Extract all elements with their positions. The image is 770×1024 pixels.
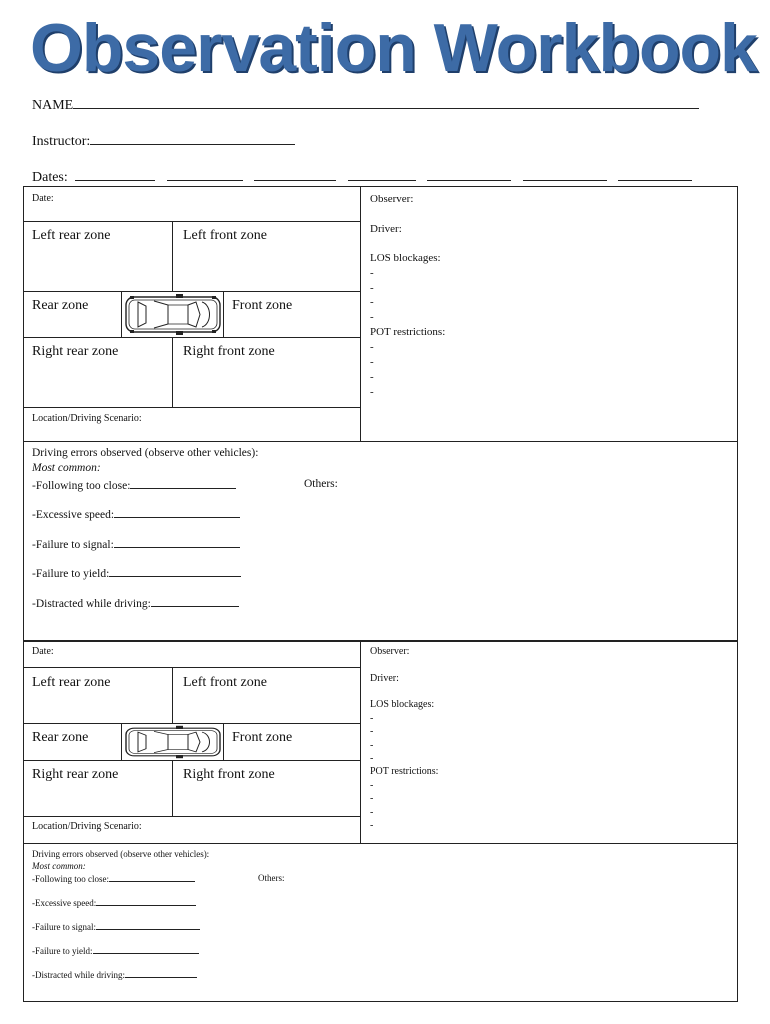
- los-item: -: [370, 311, 374, 323]
- dates-label: Dates:: [32, 170, 68, 185]
- los-item: -: [370, 296, 374, 308]
- location-label: Location/Driving Scenario:: [32, 413, 142, 424]
- date-field-4[interactable]: [348, 166, 416, 181]
- date-field-5[interactable]: [427, 166, 511, 181]
- error-failure-to-signal: -Failure to signal:: [32, 537, 240, 551]
- pot-item: -: [370, 386, 374, 398]
- instructor-field[interactable]: [90, 130, 295, 145]
- errors-title: Driving errors observed (observe other vehicles):: [32, 849, 210, 859]
- failure-to-yield-field[interactable]: [93, 945, 199, 954]
- los-item: -: [370, 726, 374, 737]
- date-field-2[interactable]: [167, 166, 243, 181]
- errors-title: Driving errors observed (observe other vehicles):: [32, 447, 259, 459]
- others-label: Others:: [304, 478, 338, 490]
- pot-item: -: [370, 793, 374, 804]
- page-title: Observation Workbook: [30, 10, 757, 86]
- pot-label: POT restrictions:: [370, 326, 446, 338]
- following-too-close-field[interactable]: [109, 873, 195, 882]
- driver-label: Driver:: [370, 673, 399, 684]
- error-failure-to-signal: -Failure to signal:: [32, 921, 200, 932]
- excessive-speed-field[interactable]: [114, 507, 240, 518]
- date-field-6[interactable]: [523, 166, 607, 181]
- los-label: LOS blockages:: [370, 699, 435, 710]
- error-excessive-speed: -Excessive speed:: [32, 897, 196, 908]
- los-item: -: [370, 753, 374, 764]
- car-top-view-icon: [124, 293, 222, 336]
- driver-label: Driver:: [370, 223, 402, 235]
- following-too-close-field[interactable]: [130, 478, 236, 489]
- most-common-label: Most common:: [32, 462, 101, 474]
- los-item: -: [370, 740, 374, 751]
- pot-item: -: [370, 780, 374, 791]
- excessive-speed-field[interactable]: [96, 897, 196, 906]
- front-zone-label: Front zone: [232, 730, 293, 745]
- error-distracted-while-driving: -Distracted while driving:: [32, 596, 239, 610]
- error-following-too-close: -Following too close:: [32, 873, 195, 884]
- rear-zone-label: Rear zone: [32, 298, 89, 313]
- error-distracted-while-driving: -Distracted while driving:: [32, 969, 197, 980]
- location-label: Location/Driving Scenario:: [32, 821, 142, 832]
- observer-label: Observer:: [370, 193, 414, 205]
- pot-label: POT restrictions:: [370, 766, 439, 777]
- date-field-3[interactable]: [254, 166, 336, 181]
- left-rear-zone-label: Left rear zone: [32, 228, 111, 243]
- date-label: Date:: [32, 193, 54, 204]
- distracted-while-driving-field[interactable]: [125, 969, 197, 978]
- error-excessive-speed: -Excessive speed:: [32, 507, 240, 521]
- pot-item: -: [370, 356, 374, 368]
- error-failure-to-yield: -Failure to yield:: [32, 566, 241, 580]
- observer-label: Observer:: [370, 646, 410, 657]
- date-field-7[interactable]: [618, 166, 692, 181]
- failure-to-signal-field[interactable]: [96, 921, 200, 930]
- right-rear-zone-label: Right rear zone: [32, 767, 119, 782]
- name-field[interactable]: [73, 94, 699, 109]
- name-label: NAME: [32, 98, 74, 113]
- right-front-zone-label: Right front zone: [183, 767, 275, 782]
- los-item: -: [370, 267, 374, 279]
- date-field-1[interactable]: [75, 166, 155, 181]
- pot-item: -: [370, 807, 374, 818]
- distracted-while-driving-field[interactable]: [151, 596, 239, 607]
- rear-zone-label: Rear zone: [32, 730, 89, 745]
- date-label: Date:: [32, 646, 54, 657]
- failure-to-yield-field[interactable]: [109, 566, 241, 577]
- los-item: -: [370, 282, 374, 294]
- left-front-zone-label: Left front zone: [183, 675, 267, 690]
- car-top-view-icon: [124, 725, 222, 759]
- instructor-row: [32, 130, 295, 150]
- los-item: -: [370, 713, 374, 724]
- pot-item: -: [370, 341, 374, 353]
- error-failure-to-yield: -Failure to yield:: [32, 945, 199, 956]
- dates-row: [32, 166, 692, 186]
- right-rear-zone-label: Right rear zone: [32, 344, 119, 359]
- left-rear-zone-label: Left rear zone: [32, 675, 111, 690]
- front-zone-label: Front zone: [232, 298, 293, 313]
- most-common-label: Most common:: [32, 861, 86, 871]
- right-front-zone-label: Right front zone: [183, 344, 275, 359]
- los-label: LOS blockages:: [370, 252, 441, 264]
- instructor-label: Instructor:: [32, 134, 91, 149]
- others-label: Others:: [258, 873, 285, 883]
- name-row: [32, 94, 699, 114]
- pot-item: -: [370, 820, 374, 831]
- failure-to-signal-field[interactable]: [114, 537, 240, 548]
- error-following-too-close: -Following too close:: [32, 478, 236, 492]
- pot-item: -: [370, 371, 374, 383]
- left-front-zone-label: Left front zone: [183, 228, 267, 243]
